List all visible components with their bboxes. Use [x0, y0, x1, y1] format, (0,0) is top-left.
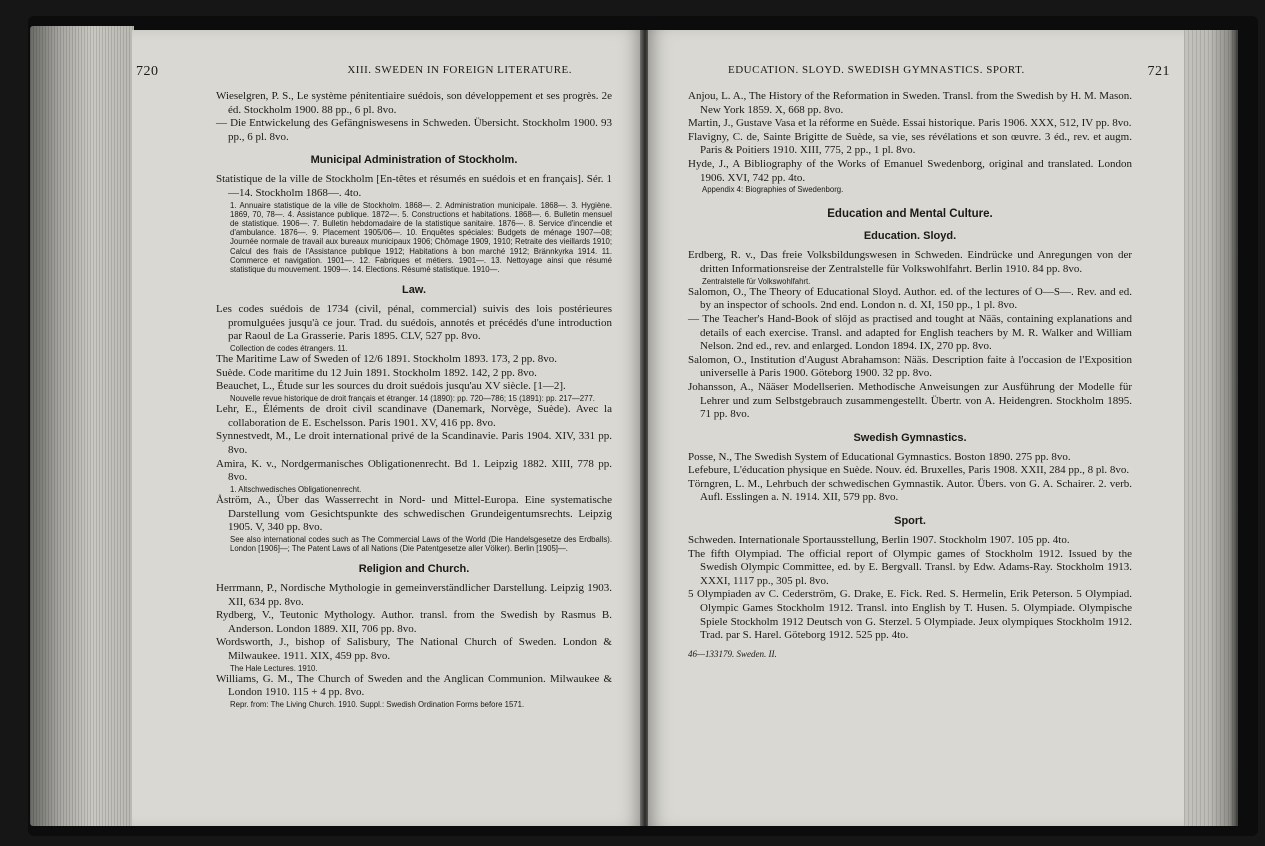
- subsection-heading: Swedish Gymnastics.: [853, 431, 967, 444]
- bib-note: 1. Altschwedisches Obligationenrecht.: [230, 484, 362, 494]
- bib-entry: Salomon, O., Institution d'August Abrahamson: Nääs. Description faite à l'occasion de l'Exposition universelle à Paris 1900. Göteborg 1900. 32 pp. 8vo.: [688, 353, 1132, 380]
- bib-note: Appendix 4: Biographies of Swedenborg.: [702, 185, 844, 195]
- bib-entry: Martin, J., Gustave Vasa et la réforme en Suède. Essai historique. Paris 1906. XXX, 512, IV pp. 8vo.: [688, 117, 1132, 130]
- right-running-head: [688, 64, 1170, 80]
- bib-entry: — The Teacher's Hand-Book of slöjd as practised and tought at Nääs, containing explanations and details of each exercise. Transl. and adapted for English teachers by M. R. Walker and William Nelson. 2nd ed., rev. and enlarged. London 1894. IX, 270 pp. 8vo.: [688, 312, 1132, 353]
- bib-entry: Statistique de la ville de Stockholm [En-têtes et résumés en suédois et en français]. Sér. 1—14. Stockholm 1868—. 4to.: [216, 173, 612, 199]
- running-title: XIII. SWEDEN IN FOREIGN LITERATURE.: [347, 64, 572, 76]
- gymnastics-entry-list: [688, 451, 1132, 505]
- bib-entry: Synnestvedt, M., Le droit international privé de la Scandinavie. Paris 1904. XIV, 331 pp. 8vo.: [216, 430, 612, 456]
- bib-note: Zentralstelle für Volkswohlfahrt.: [702, 276, 811, 286]
- bib-note: The Hale Lectures. 1910.: [230, 663, 318, 673]
- bib-entry: The fifth Olympiad. The official report of Olympic games of Stockholm 1912. Issued by the Swedish Olympic Committee, ed. by E. Bergvall. Transl. by Edw. Adams-Ray. Stockholm 1913. XXXI, 1117 pp., 305 pl. 8vo.: [688, 547, 1132, 587]
- section-heading: Education and Mental Culture.: [827, 208, 993, 221]
- bib-entry: Åström, A., Über das Wasserrecht in Nord- und Mittel-Europa. Eine systematische Darstellung vom Gesichtspunkte des schwedischen Grundeigentumsrechts. Leipzig 1905. V, 340 pp. 8vo.: [216, 493, 612, 534]
- bib-entry: Rydberg, V., Teutonic Mythology. Author. transl. from the Swedish by Rasmus B. Anderson. London 1889. XII, 706 pp. 8vo.: [216, 609, 612, 635]
- bib-entry: Wordsworth, J., bishop of Salisbury, The National Church of Sweden. London & Milwaukee. 1911. XIX, 459 pp. 8vo.: [216, 636, 612, 663]
- left-running-head: [136, 64, 612, 80]
- bib-entry: Posse, N., The Swedish System of Educational Gymnastics. Boston 1890. 275 pp. 8vo.: [688, 450, 1071, 463]
- bib-entry: Hyde, J., A Bibliography of the Works of Emanuel Swedenborg, original and translated. London 1906. XVI, 742 pp. 4to.: [688, 157, 1132, 184]
- bib-entry: Salomon, O., The Theory of Educational Sloyd. Author. ed. of the lectures of O—S—. Rev. and ed. by an inspector of schools. 2nd end. London n. d. XI, 150 pp., 1 pl. 8vo.: [688, 285, 1132, 312]
- bib-note: Repr. from: The Living Church. 1910. Suppl.: Swedish Ordination Forms before 1571.: [230, 700, 525, 710]
- bib-entry: Wieselgren, P. S., Le système pénitentiaire suédois, son développement et ses progrès. 2e éd. Stockholm 1900. 88 pp., 6 pl. 8vo.: [216, 90, 612, 116]
- bib-entry: Williams, G. M., The Church of Sweden and the Anglican Communion. Milwaukee & London 1910. 115 + 4 pp. 8vo.: [216, 672, 612, 699]
- bib-entry: Törngren, L. M., Lehrbuch der schwedischen Gymnastik. Autor. Übers. von G. A. Schairer. 2. verb. Aufl. Esslingen a. N. 1914. XII, 579 pp. 8vo.: [688, 477, 1132, 504]
- bib-entry: Les codes suédois de 1734 (civil, pénal, commercial) suivis des lois postérieures promulguées jusqu'à ce jour. Trad. du suédois, annotés et précédés d'une introduction par Raoul de La Grasserie. Paris 1895. CLV, 527 pp. 8vo.: [216, 303, 612, 343]
- bib-entry: Herrmann, P., Nordische Mythologie in gemeinverständlicher Darstellung. Leipzig 1903. XII, 634 pp. 8vo.: [216, 582, 612, 608]
- sloyd-entry-list: [688, 249, 1132, 421]
- religion-continued-list: [688, 90, 1132, 194]
- left-page: [132, 30, 642, 826]
- bib-entry: Suède. Code maritime du 12 Juin 1891. Stockholm 1892. 142, 2 pp. 8vo.: [216, 366, 537, 379]
- bib-note: Nouvelle revue historique de droit français et étranger. 14 (1890): pp. 720—786; 15 (1891): pp. 217—277.: [230, 393, 595, 403]
- bib-entry: Flavigny, C. de, Sainte Brigitte de Suède, sa vie, ses révélations et son œuvre. 3 éd., rev. et augm. Paris & Poitiers 1910. XIII, 775, 2 pp., 1 pl. 8vo.: [688, 130, 1132, 157]
- running-title: EDUCATION. SLOYD. SWEDISH GYMNASTICS. SPORT.: [728, 64, 1025, 76]
- section-heading: Religion and Church.: [358, 563, 470, 576]
- section-heading: Municipal Administration of Stockholm.: [310, 154, 518, 167]
- subsection-heading: Sport.: [894, 515, 926, 528]
- bib-entry: The Maritime Law of Sweden of 12/6 1891. Stockholm 1893. 173, 2 pp. 8vo.: [216, 353, 557, 366]
- page-number: 720: [136, 64, 159, 79]
- bib-entry: Amira, K. v., Nordgermanisches Obligationenrecht. Bd 1. Leipzig 1882. XIII, 778 pp. 8vo.: [216, 457, 612, 484]
- printer-footnote: 46—133179. Sweden. II.: [688, 648, 777, 659]
- bib-entry: — Die Entwickelung des Gefängniswesens in Schweden. Übersicht. Stockholm 1900. 93 pp., 6 pl. 8vo.: [216, 117, 612, 143]
- bib-entry: Lefebure, L'éducation physique en Suède. Nouv. éd. Bruxelles, Paris 1908. XXII, 284 pp., 8 pl. 8vo.: [688, 464, 1130, 477]
- page-stack-left-edge: [30, 26, 134, 826]
- page-number: 721: [1147, 64, 1170, 79]
- bib-entry: Erdberg, R. v., Das freie Volksbildungswesen in Schweden. Eindrücke und Anregungen von der dritten Informationsreise der Zentralstelle für Volkswohlfahrt. Berlin 1910. 84 pp. 8vo.: [688, 249, 1132, 275]
- bib-entry: Beauchet, L., Étude sur les sources du droit suédois jusqu'au XV siècle. [1—2].: [216, 380, 566, 393]
- section-heading: Law.: [401, 284, 427, 297]
- law-entry-list: [216, 303, 612, 553]
- religion-entry-list: [216, 582, 612, 709]
- sport-entry-list: [688, 534, 1132, 643]
- bib-entry: Johansson, A., Nääser Modellserien. Methodische Anweisungen zur Ausführung der Modelle für Lehrer und zum Selbstgebrauch zusammengestellt. Übertr. von A. Heidengren. Stockholm 1895. 71 pp. 8vo.: [688, 380, 1132, 421]
- bib-note: See also international codes such as The Commercial Laws of the World (Die Handelsgesetze des Erdballs). London [1906]—; The Patent Laws of all Nations (Die Patentgesetze aller Völker). Berlin [1905]—.: [230, 534, 612, 553]
- right-page: [648, 30, 1184, 826]
- bib-entry: Anjou, L. A., The History of the Reformation in Sweden. Transl. from the Swedish by H. M. Mason. New York 1859. X, 668 pp. 8vo.: [688, 90, 1132, 116]
- subsection-heading: Education. Sloyd.: [863, 230, 957, 243]
- page-stack-right-edge: [1180, 30, 1238, 826]
- bib-entry: 5 Olympiaden av C. Cederström, G. Drake, E. Fick. Red. S. Hermelin, Erik Peterson. 5 Olympiad. Olympic Games Stockholm 1912. Transl. into English by T. Husen. 5. Olympiade. Olympische Spiele Stockholm 1912 Deutsch von G. Sterzel. 5 Olympiade. Jeux olympiques Stockholm 1912. Trad. par S. Harel. Göteborg 1912. 525 pp. 4to.: [688, 588, 1132, 642]
- bib-note: 1. Annuaire statistique de la ville de Stockholm. 1868—. 2. Administration municipale. 1868—. 3. Hygiène. 1869, 70, 78—. 4. Assistance publique. 1872—. 5. Constructions et habitations. 1868—. 6. Bulletin mensuel de statistique. 1906—. 7. Bulletin hebdomadaire de la statistique sanitaire. 1876—. 8. Service d'incendie et d'ambulance. 1876—. 9. Placement 1905/06—. 10. Enquêtes spéciales: Budgets de ménage 1907—08; Journée normale de travail aux bureaux municipaux 1906; Chômage 1909, 1910; Retraite des vieillards 1910; Calcul des frais de l'Assistance publique 1912; Habitations à bon marché 1912; Brännkyrka 1914. 11. Commerce et navigation. 1901—. 12. Fabriques et métiers. 1901—. 13. Nettoyage ainsi que résumé statistique du mouvement. 1909—. 14. Elections. Résumé statistique. 1910—.: [230, 200, 612, 274]
- bib-entry: Lehr, E., Éléments de droit civil scandinave (Danemark, Norvège, Suède). Avec la collaboration de E. Eschelsson. Paris 1901. XV, 416 pp. 8vo.: [216, 403, 612, 429]
- bib-note: Collection de codes étrangers. 11.: [230, 343, 348, 353]
- bib-entry: Schweden. Internationale Sportausstellung, Berlin 1907. Stockholm 1907. 105 pp. 4to.: [688, 534, 1070, 547]
